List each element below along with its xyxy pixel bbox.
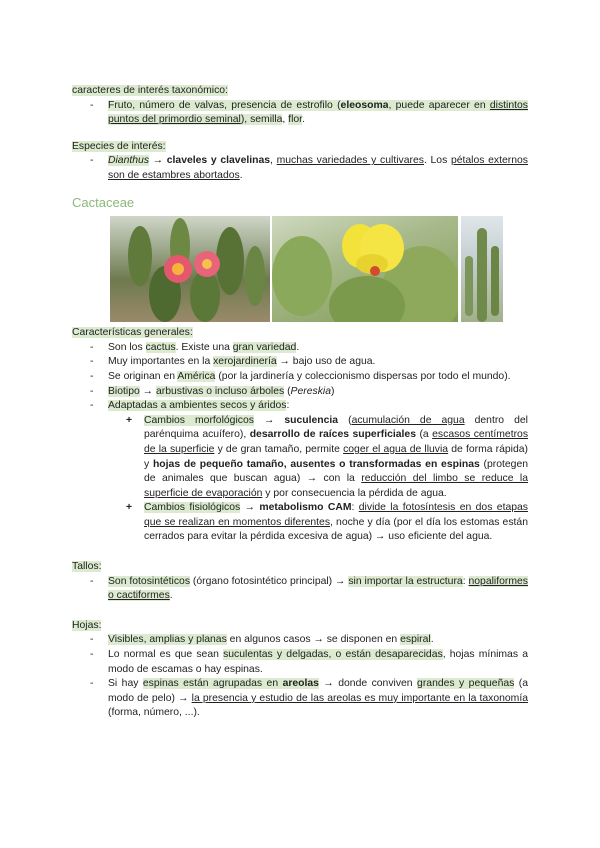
leaves-list	[72, 633, 528, 721]
list-item: - Si hay espinas están agrupadas en areolas → donde conviven grandes y pequeñas (a modo de pelo) → la presencia y estudio de las areolas es muy importante en la taxonomía (forma, número, ...).	[72, 677, 528, 721]
heading-general-characteristics: Características generales:	[72, 327, 193, 339]
heading-leaves: Hojas:	[72, 619, 102, 631]
list-item: - Visibles, amplias y planas en algunos casos → se disponen en espiral.	[72, 633, 528, 648]
photo-strip	[72, 216, 528, 322]
list-item: + Cambios morfológicos → suculencia (acumulación de agua dentro del parénquima acuífero), desarrollo de raíces superficiales (a escasos centímetros de la superficie y de gran tamaño, permite coger el agua de lluvia de forma rápida) y hojas de pequeño tamaño, ausentes o transformadas en espinas (protegen de animales que buscan agua) → con la reducción del limbo se reduce la superficie de evaporación y por consecuencia la pérdida de agua.	[108, 414, 528, 502]
heading-species: Especies de interés:	[72, 140, 166, 152]
list-item: + Cambios fisiológicos → metabolismo CAM: divide la fotosíntesis en dos etapas que se realizan en momentos diferentes, noche y día (por el día los estomas están cerrados para evitar la pérdida excesiva de agua) → uso eficiente del agua.	[108, 501, 528, 545]
columnar-cactus-photo	[461, 216, 503, 322]
list-item: - Muy importantes en la xerojardinería → bajo uso de agua.	[72, 355, 528, 370]
list-item: - Fruto, número de valvas, presencia de estrofilo (eleosoma, puede aparecer en distintos puntos del primordio seminal), semilla, flor.	[72, 99, 528, 128]
adaptations-list	[108, 414, 528, 545]
species-list	[72, 154, 528, 183]
general-characteristics-list	[72, 341, 528, 545]
heading-taxonomic-characters: caracteres de interés taxonómico:	[72, 85, 228, 96]
list-item: - Se originan en América (por la jardinería y coleccionismo dispersas por todo el mundo).	[72, 370, 528, 385]
list-item: - Dianthus → claveles y clavelinas, muchas variedades y cultivares. Los pétalos externos son de estambres abortados.	[72, 154, 528, 183]
list-item: - Son fotosintéticos (órgano fotosintético principal) → sin importar la estructura: nopaliformes o cactiformes.	[72, 575, 528, 604]
cactus-flower-photo	[110, 216, 270, 322]
list-item: - Lo normal es que sean suculentas y delgadas, o están desaparecidas, hojas mínimas a modo de escamas o hay espinas.	[72, 648, 528, 677]
section-leaves	[72, 619, 528, 721]
stems-list	[72, 575, 528, 604]
heading-stems: Tallos:	[72, 561, 102, 573]
section-species	[72, 140, 528, 184]
prickly-pear-photo	[272, 216, 458, 322]
list-item: - Biotipo → arbustivas o incluso árboles (Pereskia)	[72, 385, 528, 400]
taxonomic-characters-list	[72, 99, 528, 128]
list-item: - Son los cactus. Existe una gran variedad.	[72, 341, 528, 356]
list-item: - Adaptadas a ambientes secos y áridos: + Cambios morfológicos → suculencia (acumulación de agua dentro del parénquima acuífero), desarrollo de raíces superficiales (a escasos centímetros de la superficie y de gran tamaño, permite coger el agua de lluvia de forma rápida) y hojas de pequeño tamaño, ausentes o transformadas en espinas (protegen de animales que buscan agua) → con la reducción del limbo se reduce la superficie de evaporación y por consecuencia la pérdida de agua. + Cambios fisiológicos → metabolismo CAM: divide la fotosíntesis en dos etapas que se realizan en momentos diferentes, noche y día (por el día los estomas están cerrados para evitar la pérdida excesiva de agua) → uso eficiente del agua.	[72, 399, 528, 545]
section-taxonomic-characters	[72, 84, 528, 128]
document-page	[72, 84, 528, 721]
section-stems	[72, 560, 528, 604]
section-general-characteristics	[72, 326, 528, 545]
section-title-cactaceae: Cactaceae	[72, 194, 135, 210]
